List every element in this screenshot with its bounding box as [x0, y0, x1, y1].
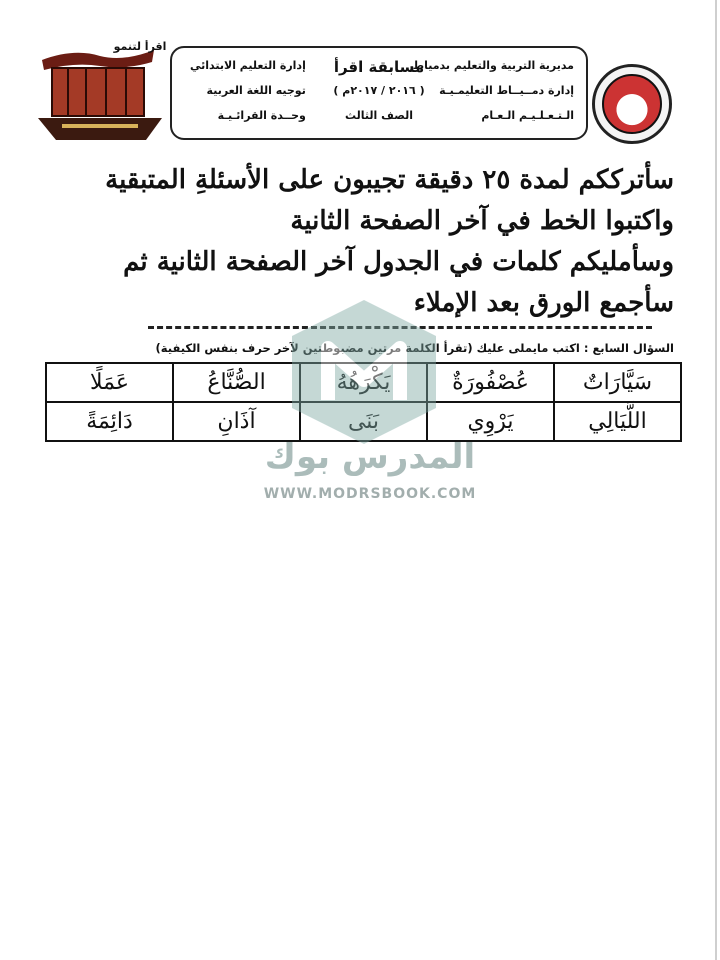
- table-cell: يَرْوِي: [427, 402, 554, 441]
- question-seven: السؤال السابع : اكتب مايملى عليك (تقرأ الكلمة مرتين مضبوطتين لآخر حرف بنفس الكيفية): [155, 341, 674, 355]
- watermark-name: المدرس بوك: [264, 437, 476, 477]
- header-grade: الصف الثالث: [345, 109, 413, 122]
- header-school-year: ( ٢٠١٦ / ٢٠١٧م ): [333, 84, 425, 97]
- instructions: [74, 160, 674, 324]
- instruction-line: واكتبوا الخط في آخر الصفحة الثانية: [290, 206, 674, 236]
- page-edge: [715, 0, 717, 960]
- table-cell: عَمَلًا: [46, 363, 173, 402]
- watermark-url: WWW.MODRSBOOK.COM: [263, 486, 477, 502]
- instruction-line: سأجمع الورق بعد الإملاء: [413, 288, 674, 318]
- logo-lettering: اقرأ لتنمو: [113, 40, 166, 53]
- dictation-table: [45, 362, 682, 442]
- table-cell: اللَّيَالِي: [554, 402, 681, 441]
- dashed-divider: [148, 326, 652, 329]
- instruction-line: وسأمليكم كلمات في الجدول آخر الصفحة الثانية ثم: [123, 247, 674, 277]
- header-general-education: الـتـعـلـيـم الـعـام: [481, 109, 574, 122]
- header-administration: إدارة دمــيــاط التعليمـيـة: [439, 84, 574, 97]
- header-literacy-unit: وحــدة القرائـيـة: [217, 109, 306, 122]
- header-left-column: [190, 60, 306, 135]
- table-cell: سَيَّارَاتٌ: [554, 363, 681, 402]
- instruction-line: سأترككم لمدة ٢٥ دقيقة تجيبون على الأسئلةِ المتبقية: [105, 165, 674, 195]
- table-row: [46, 363, 681, 402]
- header-arabic-supervision: توجيه اللغة العربية: [206, 84, 306, 97]
- table-cell: الصُّنَّاعُ: [173, 363, 300, 402]
- header-directorate: مديرية التربية والتعليم بدمياط: [412, 59, 574, 72]
- header-box: [170, 46, 588, 140]
- table-cell: بَنَى: [300, 402, 427, 441]
- directorate-logo: [592, 64, 672, 144]
- table-cell: دَائِمَةً: [46, 402, 173, 441]
- table-cell: آذَانِ: [173, 402, 300, 441]
- read-to-grow-logo: [34, 40, 166, 148]
- table-cell: عُصْفُورَةٌ: [427, 363, 554, 402]
- header-primary-admin: إدارة التعليم الابتدائي: [190, 59, 306, 72]
- header-competition-title: مسابقة اقرأ: [333, 58, 425, 76]
- table-cell: يَكْرَهُهُ: [300, 363, 427, 402]
- directorate-logo-emblem: [602, 74, 662, 134]
- table-row: [46, 402, 681, 441]
